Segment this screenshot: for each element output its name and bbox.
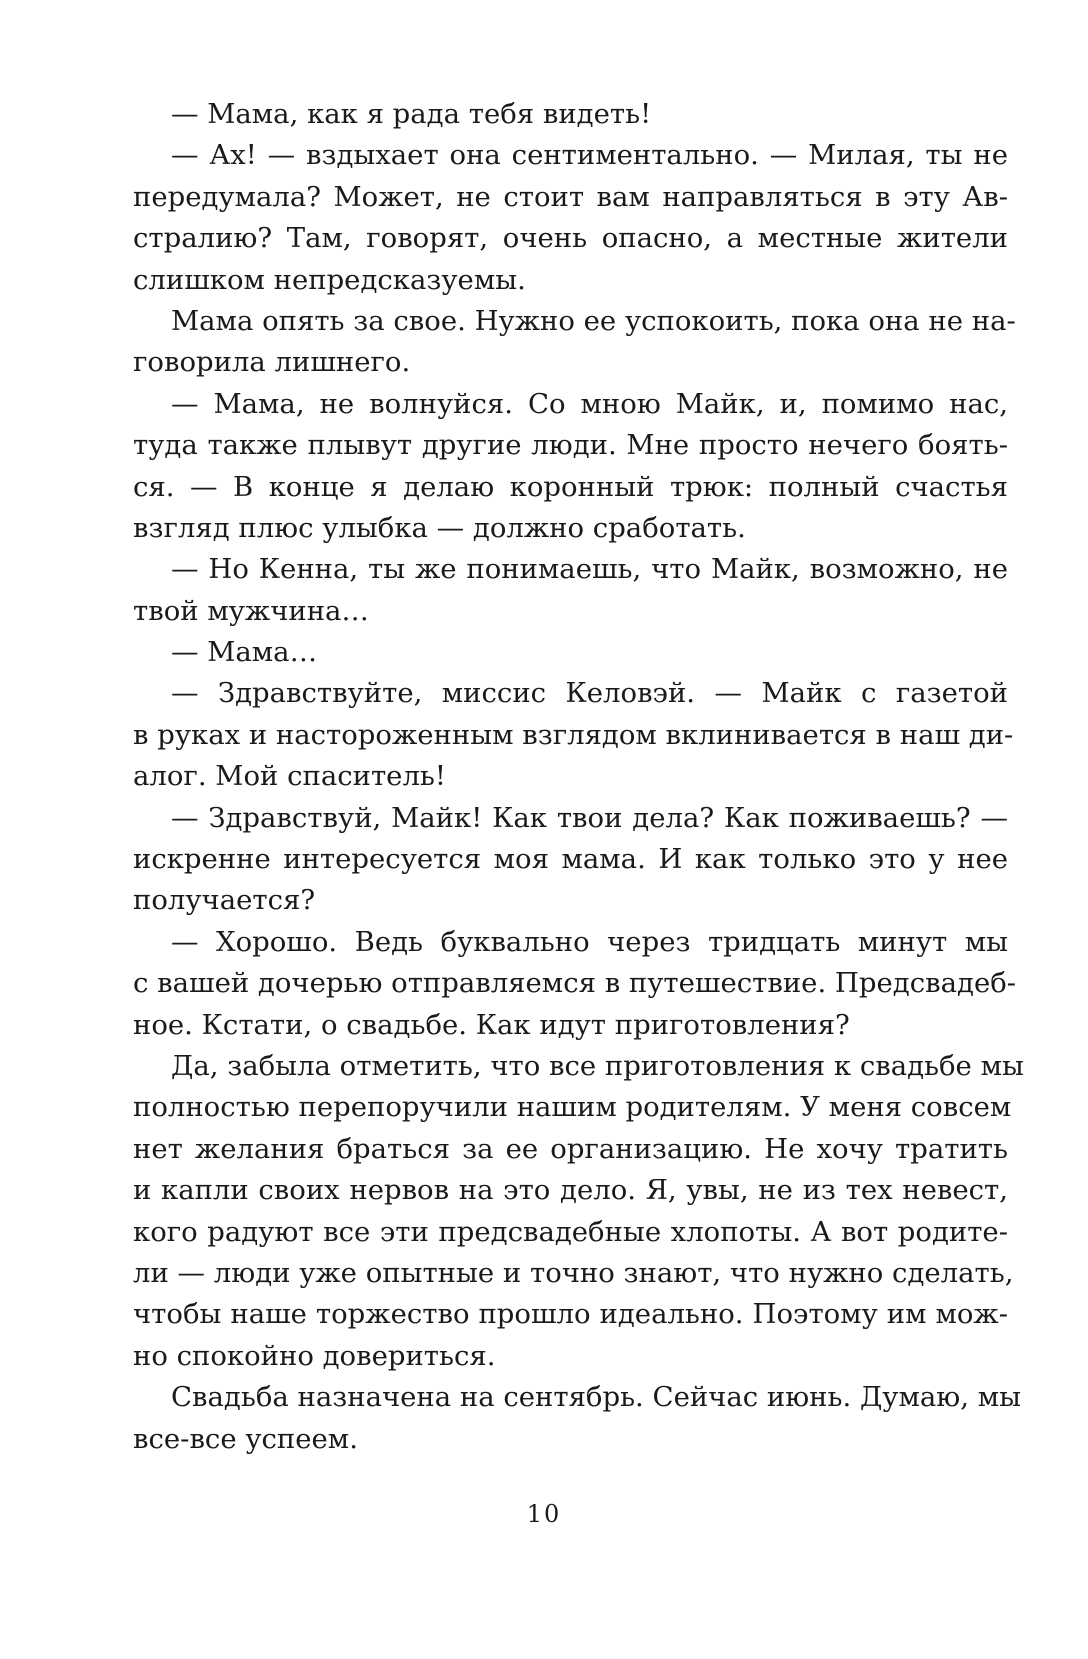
paragraph — [133, 632, 1008, 673]
text-line: передумала? Может, не стоит вам направляться в эту Ав- — [133, 180, 1008, 213]
text-line: говорила лишнего. — [133, 346, 411, 379]
paragraph — [133, 798, 1008, 922]
text-line: искренне интересуется моя мама. И как только это у нее — [133, 843, 1008, 876]
text-line: твой мужчина… — [133, 594, 369, 627]
text-line: и капли своих нервов на это дело. Я, увы, не из тех невест, — [133, 1174, 1008, 1207]
text-line: — Здравствуйте, миссис Келовэй. — Майк с газетой — [171, 677, 1008, 710]
text-line: — Но Кенна, ты же понимаешь, что Майк, возможно, не — [171, 553, 1008, 586]
text-line: нет желания браться за ее организацию. Не хочу тратить — [133, 1132, 1008, 1165]
text-line: все-все успеем. — [133, 1422, 358, 1455]
book-page-text — [133, 94, 1024, 1460]
paragraph — [133, 673, 1014, 797]
text-line: но спокойно довериться. — [133, 1339, 496, 1372]
paragraph — [133, 94, 1008, 135]
text-line: слишком непредсказуемы. — [133, 263, 526, 296]
text-line: с вашей дочерью отправляемся в путешествие. Предсвадеб- — [133, 967, 1017, 1000]
paragraph — [133, 1377, 1021, 1460]
text-line: — Мама, как я рада тебя видеть! — [171, 98, 652, 130]
text-line: Свадьба назначена на сентябрь. Сейчас июнь. Думаю, мы — [171, 1381, 1021, 1414]
text-line: чтобы наше торжество прошло идеально. Поэтому им мож- — [133, 1298, 1008, 1331]
text-line: ное. Кстати, о свадьбе. Как идут приготовления? — [133, 1008, 850, 1041]
text-line: полностью перепоручили нашим родителям. У меня совсем — [133, 1091, 1012, 1124]
text-line: Да, забыла отметить, что все приготовления к свадьбе мы — [171, 1049, 1024, 1082]
text-line: — Ах! — вздыхает она сентиментально. — Милая, ты не — [171, 139, 1008, 172]
text-line: — Хорошо. Ведь буквально через тридцать минут мы — [171, 925, 1008, 958]
paragraph — [133, 135, 1008, 301]
text-line: алог. Мой спаситель! — [133, 760, 446, 793]
text-line: получается? — [133, 884, 316, 917]
text-line: — Мама, не волнуйся. Со мною Майк, и, помимо нас, — [171, 387, 1008, 420]
paragraph — [133, 384, 1008, 550]
text-line: взгляд плюс улыбка — должно сработать. — [133, 511, 746, 544]
text-line: стралию? Там, говорят, очень опасно, а местные жители — [133, 222, 1008, 255]
paragraph — [133, 1046, 1024, 1377]
paragraph — [133, 301, 1016, 384]
paragraph — [133, 549, 1008, 632]
text-line: — Здравствуй, Майк! Как твои дела? Как поживаешь? — — [171, 801, 1008, 834]
text-line: ся. — В конце я делаю коронный трюк: полный счастья — [133, 470, 1008, 503]
text-line: в руках и настороженным взглядом вклинивается в наш ди- — [133, 718, 1014, 751]
paragraph — [133, 922, 1017, 1046]
text-line: туда также плывут другие люди. Мне просто нечего боять- — [133, 429, 1008, 462]
text-line: кого радуют все эти предсвадебные хлопоты. А вот родите- — [133, 1215, 1008, 1248]
page-number: 10 — [526, 1500, 562, 1528]
text-line: ли — люди уже опытные и точно знают, что нужно сделать, — [133, 1256, 1014, 1289]
text-line: — Мама… — [171, 636, 318, 669]
text-line: Мама опять за свое. Нужно ее успокоить, пока она не на- — [171, 304, 1016, 337]
